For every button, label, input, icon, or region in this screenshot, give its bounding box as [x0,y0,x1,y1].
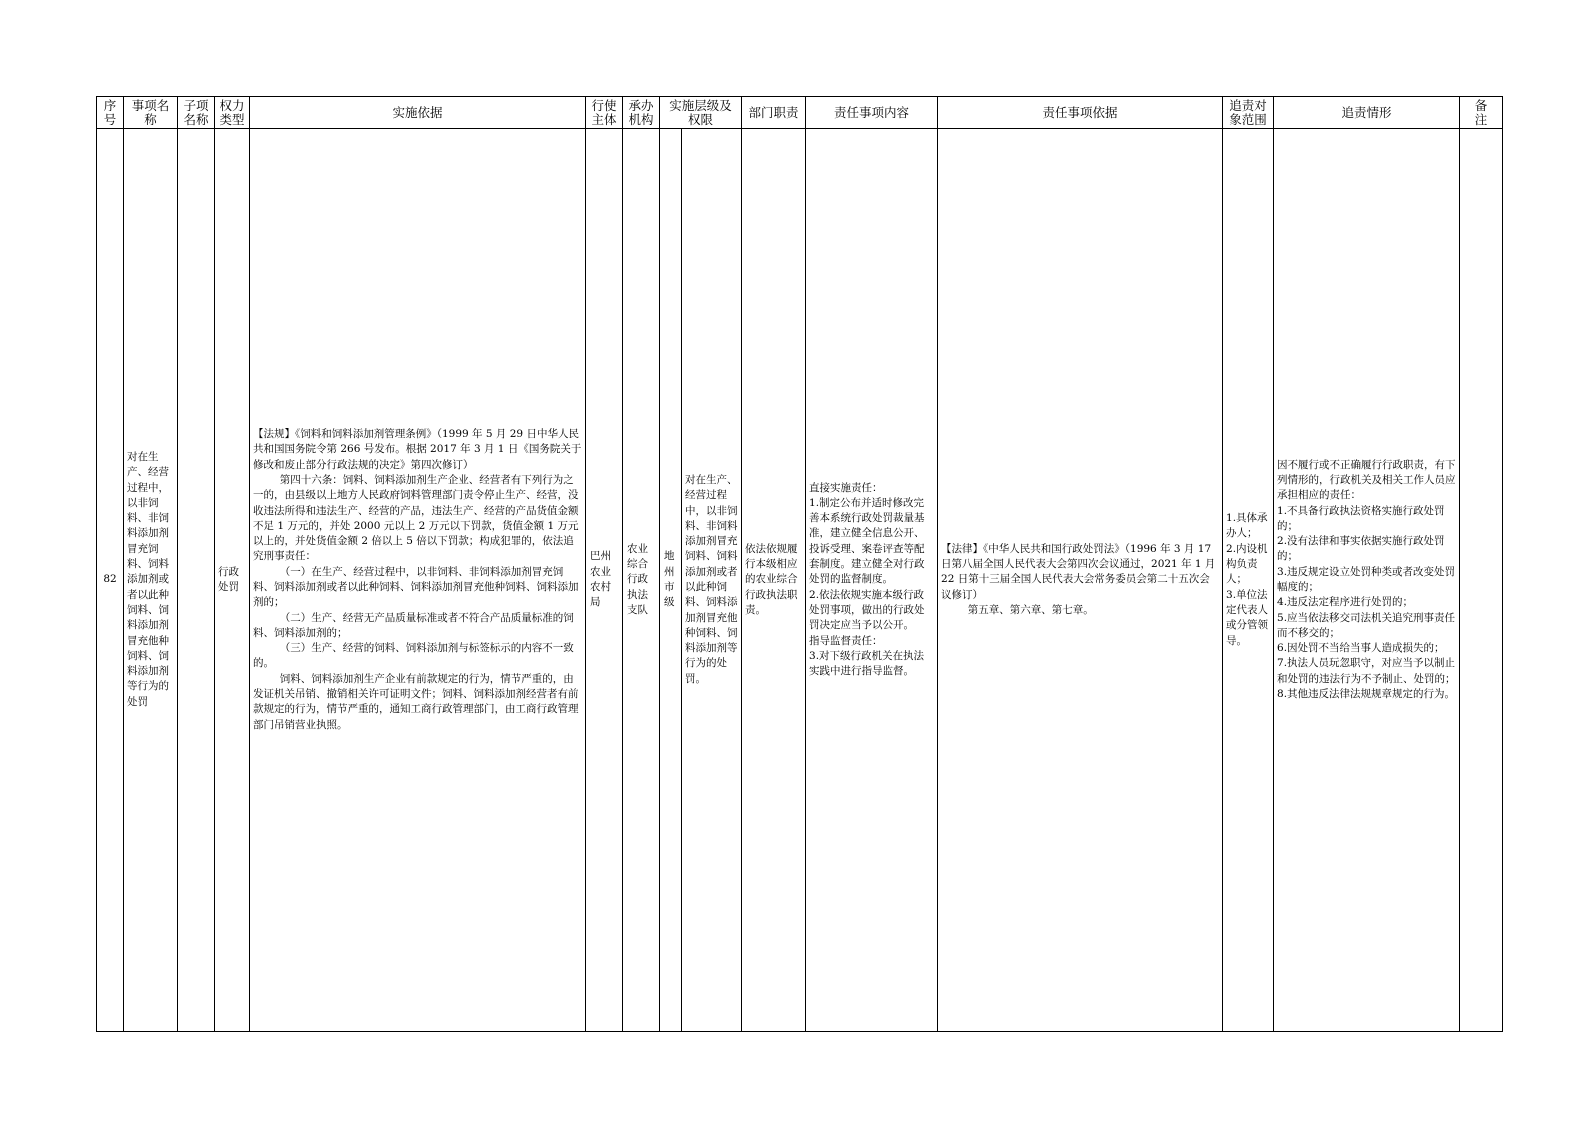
header-accountability-case: 追责情形 [1274,97,1460,129]
header-item-name: 事项名 称 [124,97,178,129]
header-seq: 序 号 [97,97,124,129]
cell-duty: 依法依规履行本级相应的农业综合行政执法职责。 [742,129,806,1032]
cell-resp-basis: 【法律】《中华人民共和国行政处罚法》（1996 年 3 月 17 日第八届全国人民代表大会第四次会议通过，2021 年 1 月 22 日第十三届全国人民代表大会常务委员会第二十五次会议修订） 第五章、第六章、第七章。 [938,129,1223,1032]
cell-level: 地州市级 [660,129,682,1032]
table-row [97,129,1503,1032]
header-sub-item: 子项 名称 [178,97,215,129]
cell-seq: 82 [97,129,124,1032]
header-power-type: 权力 类型 [215,97,250,129]
header-duty: 部门职责 [742,97,806,129]
cell-accountability-scope: 1.具体承办人； 2.内设机构负责人； 3.单位法定代表人或分管领导。 [1223,129,1274,1032]
cell-subject: 巴州农业农村局 [586,129,623,1032]
header-accountability-scope: 追责对 象范围 [1223,97,1274,129]
cell-power-type: 行政 处罚 [215,129,250,1032]
header-agency: 承办 机构 [623,97,660,129]
cell-authority: 对在生产、经营过程中，以非饲料、非饲料添加剂冒充饲料、饲料添加剂或者以此种饲料、饲料添加剂冒充他种饲料、饲料添加剂等行为的处罚。 [682,129,742,1032]
cell-sub-item [178,129,215,1032]
header-resp-content: 责任事项内容 [806,97,938,129]
cell-basis: 【法规】《饲料和饲料添加剂管理条例》（1999 年 5 月 29 日中华人民共和国国务院令第 266 号发布。根据 2017 年 3 月 1 日《国务院关于修改和废止部分行政法规的决定》第四次修订） 第四十六条：饲料、饲料添加剂生产企业、经营者有下列行为之一的，由县级以上地方人民政府饲料管理部门责令停止生产、经营，没收违法所得和违法生产、经营的产品，违法生产、经营的产品货值金额不足 1 万元的，并处 2000 元以上 2 万元以下罚款，货值金额 1 万元以上的，并处货值金额 2 倍以上 5 倍以下罚款；构成犯罪的，依法追究刑事责任： （一）在生产、经营过程中，以非饲料、非饲料添加剂冒充饲料、饲料添加剂或者以此种饲料、饲料添加剂冒充他种饲料、饲料添加剂的； （二）生产、经营无产品质量标准或者不符合产品质量标准的饲料、饲料添加剂的； （三）生产、经营的饲料、饲料添加剂与标签标示的内容不一致的。 饲料、饲料添加剂生产企业有前款规定的行为，情节严重的，由发证机关吊销、撤销相关许可证明文件；饲料、饲料添加剂经营者有前款规定的行为，情节严重的，通知工商行政管理部门，由工商行政管理部门吊销营业执照。 [250,129,586,1032]
header-level: 实施层级及 权限 [660,97,742,129]
header-subject: 行使 主体 [586,97,623,129]
cell-remark [1460,129,1503,1032]
table-header-row [97,97,1503,129]
responsibility-table [96,96,1503,1032]
cell-item-name: 对在生产、经营过程中，以非饲料、非饲料添加剂冒充饲料、饲料添加剂或者以此种饲料、饲料添加剂冒充他种饲料、饲料添加剂等行为的处罚 [124,129,178,1032]
cell-agency: 农业综合行政执法支队 [623,129,660,1032]
cell-accountability-case: 因不履行或不正确履行行政职责，有下列情形的，行政机关及相关工作人员应承担相应的责任： 1.不具备行政执法资格实施行政处罚的； 2.没有法律和事实依据实施行政处罚的； 3.违反规定设立处罚种类或者改变处罚幅度的； 4.违反法定程序进行处罚的； 5.应当依法移交司法机关追究刑事责任而不移交的； 6.因处罚不当给当事人造成损失的； 7.执法人员玩忽职守，对应当予以制止和处罚的违法行为不予制止、处罚的； 8.其他违反法律法规规章规定的行为。 [1274,129,1460,1032]
header-basis: 实施依据 [250,97,586,129]
cell-resp-content: 直接实施责任： 1.制定公布并适时修改完善本系统行政处罚裁量基准，建立健全信息公开、投诉受理、案卷评查等配套制度。建立健全对行政处罚的监督制度。 2.依法依规实施本级行政处罚事项，做出的行政处罚决定应当予以公开。 指导监督责任： 3.对下级行政机关在执法实践中进行指导监督。 [806,129,938,1032]
header-remark: 备 注 [1460,97,1503,129]
header-resp-basis: 责任事项依据 [938,97,1223,129]
